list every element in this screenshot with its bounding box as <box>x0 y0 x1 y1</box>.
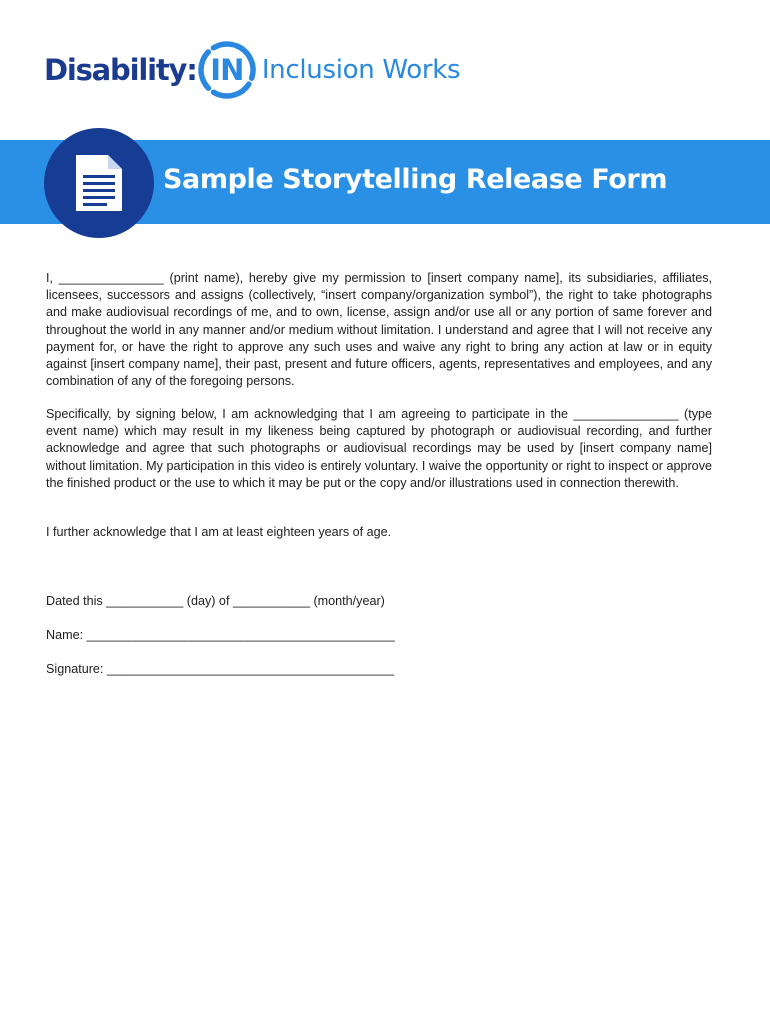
disability-in-logo <box>44 30 460 110</box>
logo-brand-text: Disability <box>44 53 187 87</box>
logo-in-mark <box>196 39 258 101</box>
logo-program-text: Inclusion Works <box>261 55 461 85</box>
age-statement: I further acknowledge that I am at least eighteen years of age. <box>46 525 392 539</box>
banner-icon-circle <box>44 128 154 238</box>
name-field: Name: ____________________________________________ <box>46 628 395 642</box>
page-title: Sample Storytelling Release Form <box>163 164 668 195</box>
logo-colon: : <box>186 53 198 87</box>
document-icon <box>74 153 124 213</box>
logo-in-text: IN <box>210 53 244 87</box>
dated-field: Dated this ___________ (day) of ___________ (month/year) <box>46 594 385 608</box>
signature-field: Signature: _________________________________________ <box>46 662 395 676</box>
release-paragraph: I, _______________ (print name), hereby give my permission to [insert company name], its subsidiaries, affiliates, licensees, successors and assigns (collectively, “insert company/organization symbol”), the right to take photographs and make audiovisual recordings of me, and to own, license, assign and/or use all or any portion of same forever and throughout the world in any manner and/or medium without limitation. I understand and agree that I will not receive any payment for, or have the right to approve any such uses and waive any right to bring any action at law or in equity against [insert company name], their past, present and future officers, agents, representatives and employees, and any combination of any of the foregoing persons. <box>46 271 712 389</box>
acknowledgement-paragraph: Specifically, by signing below, I am acknowledging that I am agreeing to participate in the _______________ (type event name) which may result in my likeness being captured by photograph or audiovisual recording, and further acknowledge and agree that such photographs or audiovisual recordings may be used by [insert company name] without limitation. My participation in this video is entirely voluntary. I waive the opportunity or right to inspect or approve the finished product or the use to which it may be put or the copy and/or illustrations used in connection therewith. <box>46 407 712 490</box>
